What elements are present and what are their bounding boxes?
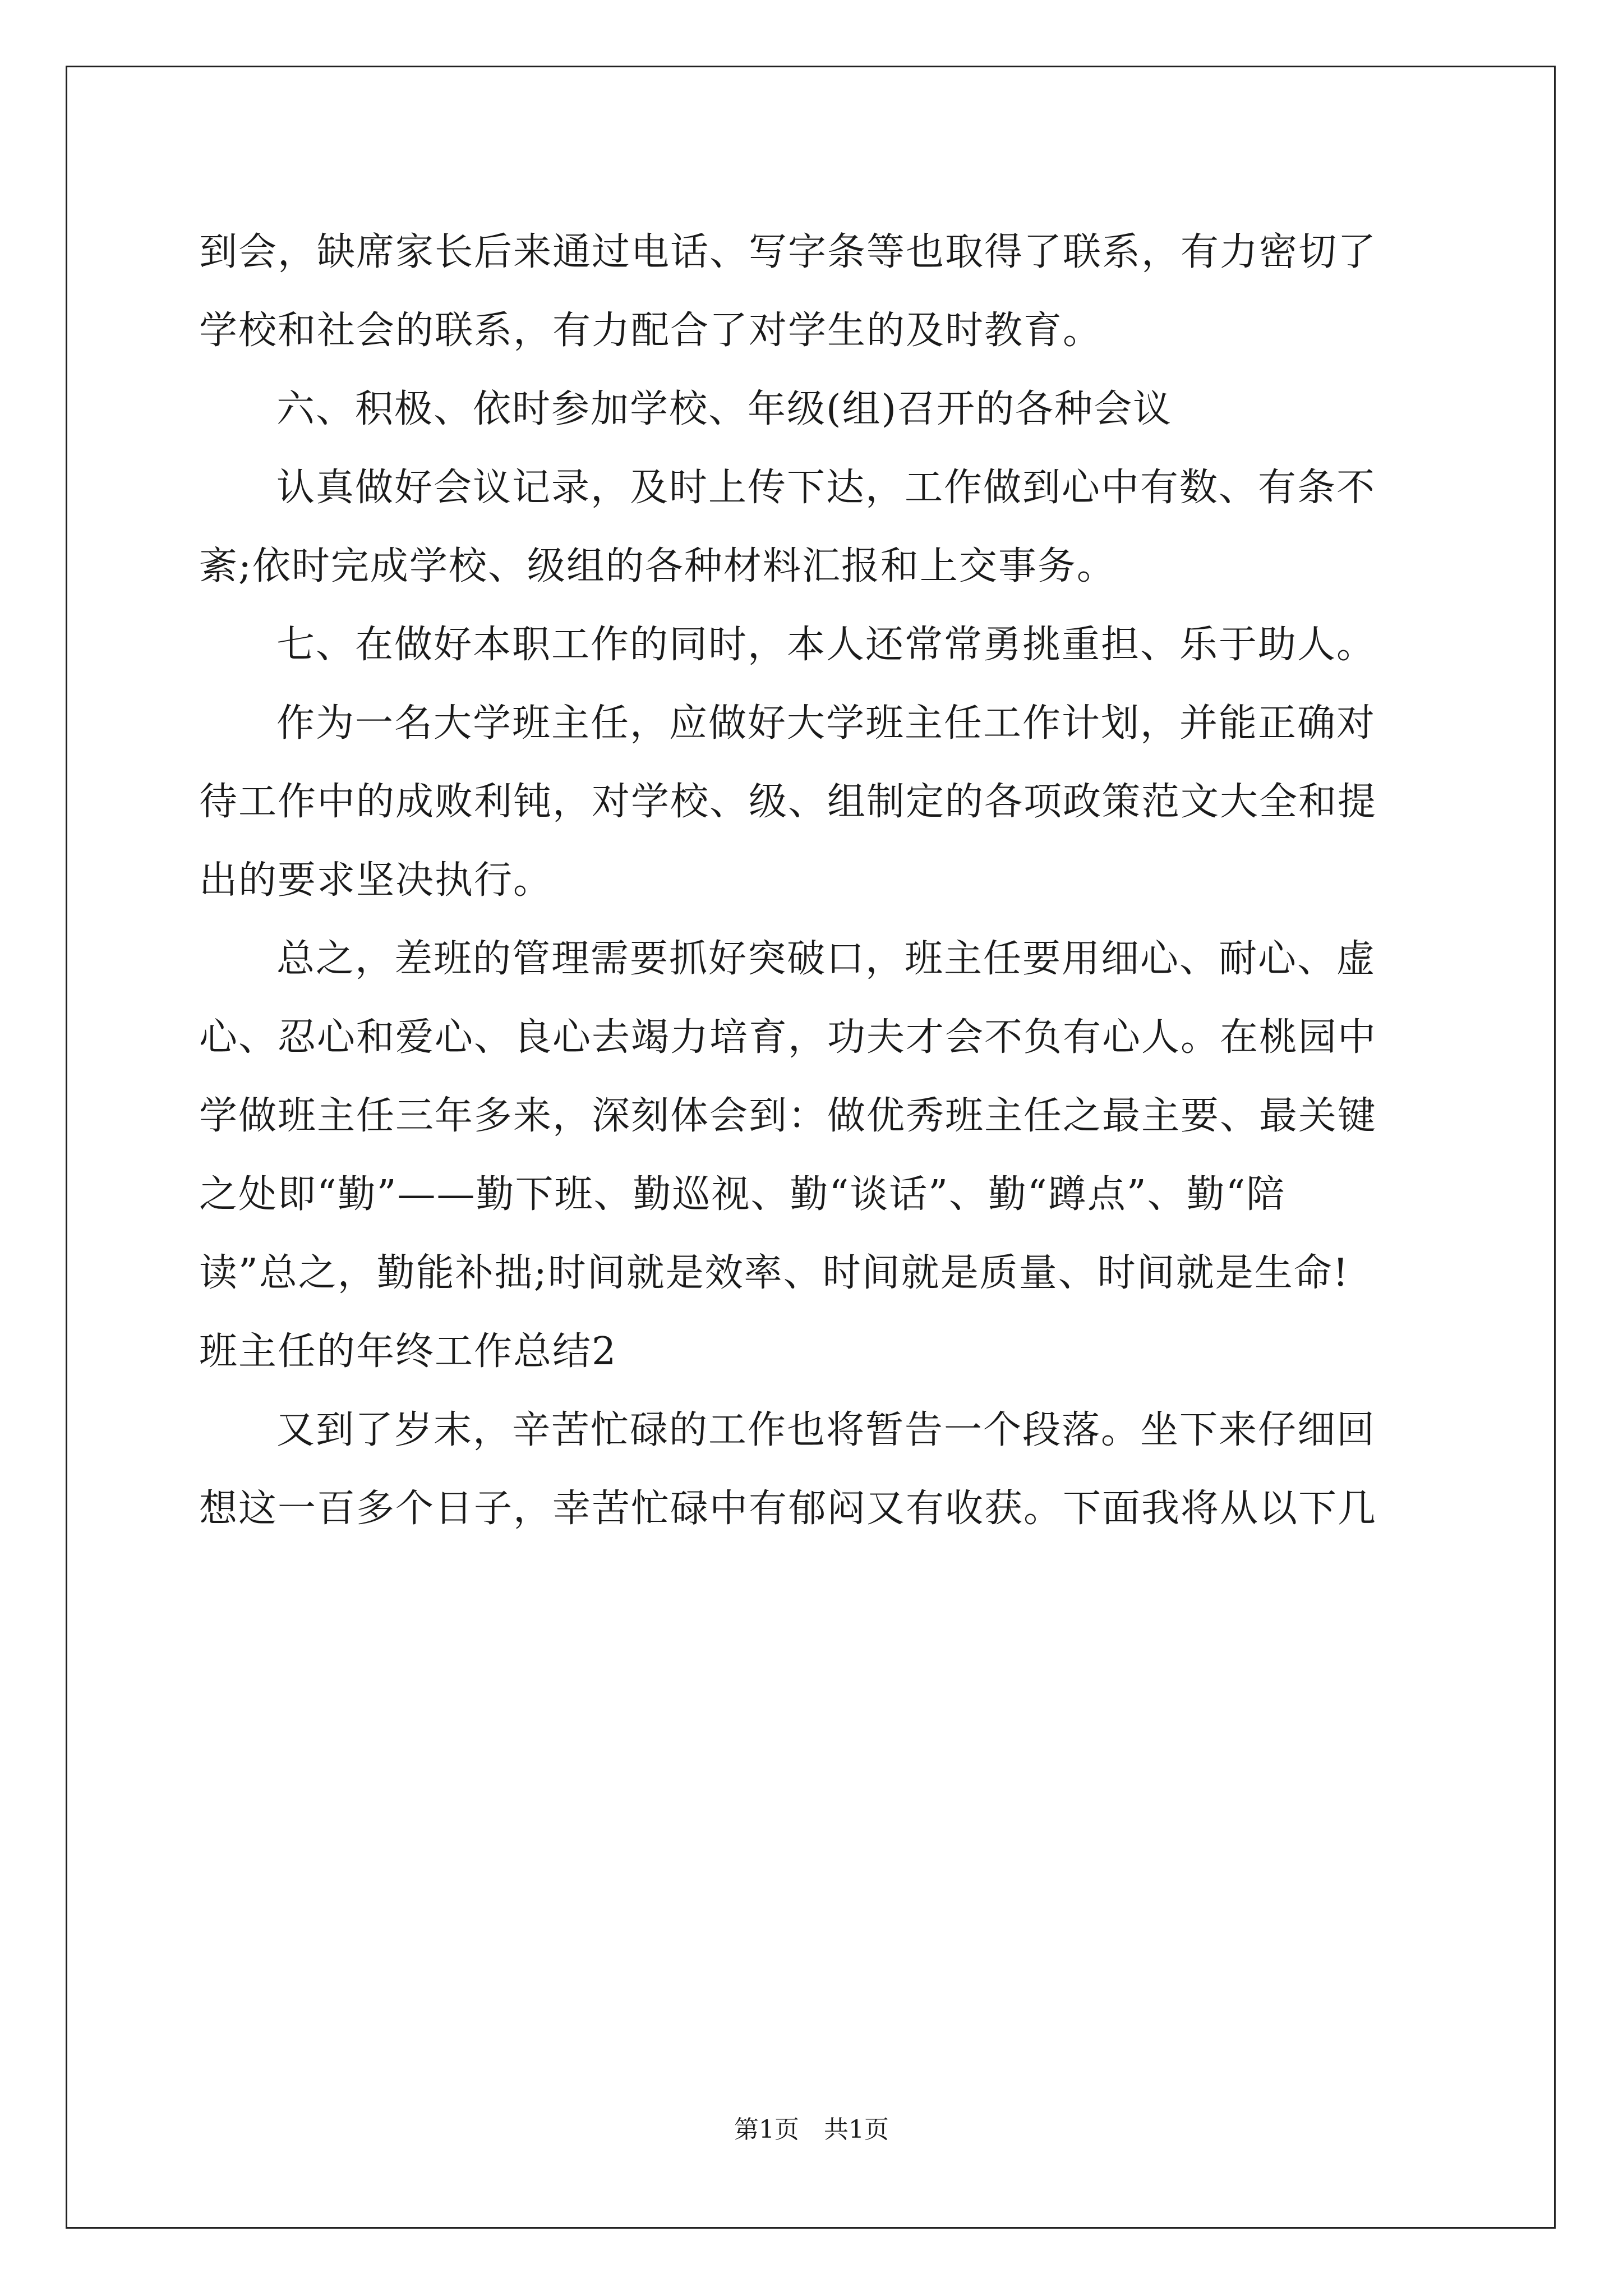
text-line: 想这一百多个日子，幸苦忙碌中有郁闷又有收获。下面我将从以下几 — [199, 1487, 1377, 1531]
document-title: 班主任的年终工作总结2 — [199, 1329, 617, 1374]
text-line: 认真做好会议记录，及时上传下达，工作做到心中有数、有条不 — [276, 466, 1376, 510]
text-line: 总之，差班的管理需要抓好突破口，班主任要用细心、耐心、虚 — [276, 937, 1376, 981]
text-line: 学校和社会的联系，有力配合了对学生的及时教育。 — [199, 309, 1103, 353]
text-line: 到会，缺席家长后来通过电话、写字条等也取得了联系，有力密切了 — [199, 230, 1377, 274]
document-body — [199, 213, 1419, 1548]
text-line: 出的要求坚决执行。 — [199, 858, 553, 903]
text-line: 作为一名大学班主任，应做好大学班主任工作计划，并能正确对 — [276, 701, 1376, 746]
text-line: 学做班主任三年多来，深刻体会到：做优秀班主任之最主要、最关键 — [199, 1094, 1377, 1138]
text-line: 读”总之，勤能补拙;时间就是效率、时间就是质量、时间就是生命! — [199, 1251, 1350, 1295]
section-heading: 六、积极、依时参加学校、年级(组)召开的各种会议 — [276, 387, 1173, 431]
text-line: 紊;依时完成学校、级组的各种材料汇报和上交事务。 — [199, 544, 1116, 588]
section-heading: 七、在做好本职工作的同时，本人还常常勇挑重担、乐于助人。 — [276, 623, 1376, 667]
text-line: 待工作中的成败利钝，对学校、级、组制定的各项政策范文大全和提 — [199, 780, 1377, 824]
text-line: 之处即“勤”——勤下班、勤巡视、勤“谈话”、勤“蹲点”、勤“陪 — [199, 1172, 1286, 1217]
text-line: 心、忍心和爱心、良心去竭力培育，功夫才会不负有心人。在桃园中 — [199, 1015, 1377, 1060]
page-footer: 第1页 共1页 — [734, 2115, 889, 2144]
text-line: 又到了岁末，辛苦忙碌的工作也将暂告一个段落。坐下来仔细回 — [276, 1408, 1376, 1452]
